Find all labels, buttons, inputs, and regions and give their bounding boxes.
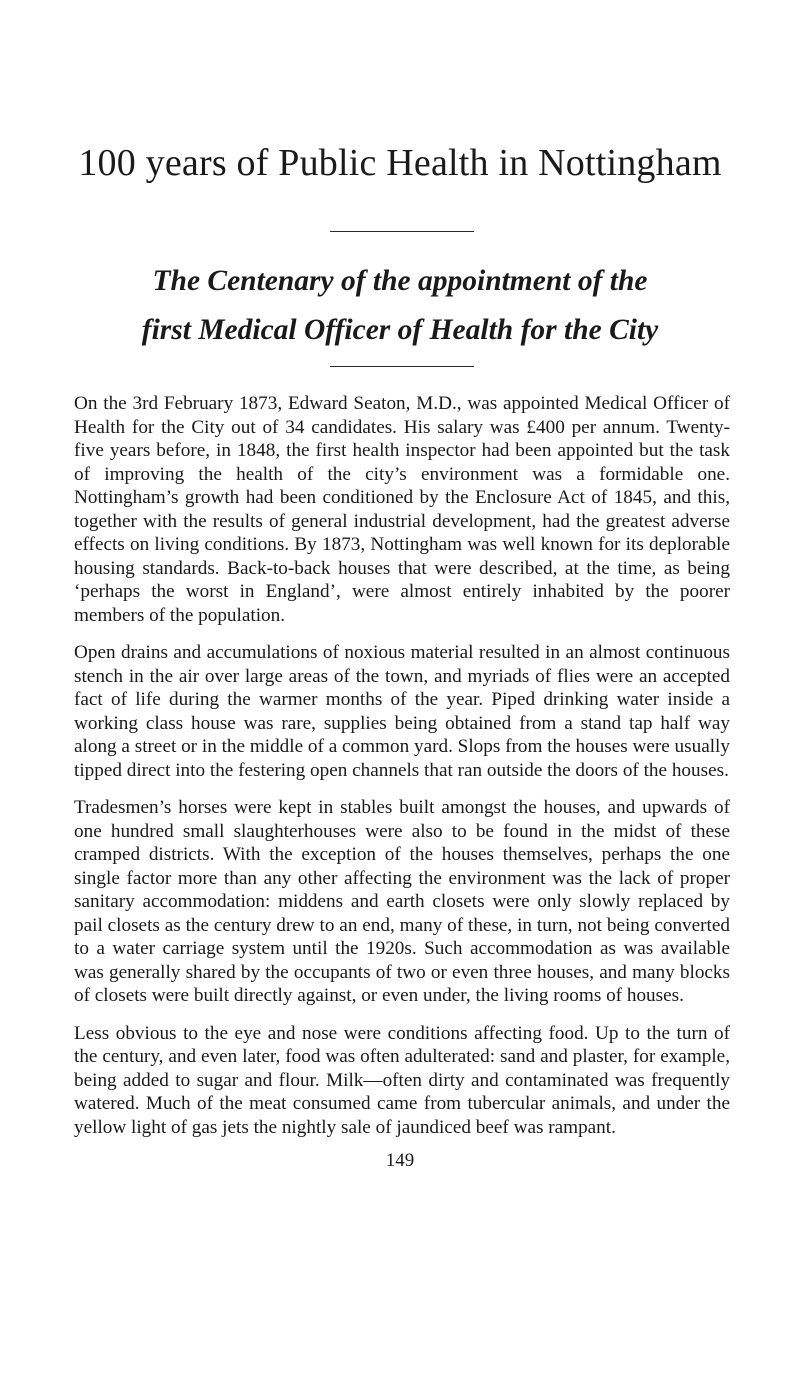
page-title: 100 years of Public Health in Nottingham [78,142,722,184]
article-body [74,392,730,1153]
subtitle-line-2: first Medical Officer of Health for the City [141,314,659,346]
page-number: 149 [385,1150,415,1171]
paragraph-4: Less obvious to the eye and nose were conditions affecting food. Up to the turn of the century, and even later, food was often adulterated: sand and plaster, for example, being added to sugar and flour. Milk—often dirty and contaminated was frequently watered. Much of the meat consumed came from tubercular animals, and under the yellow light of gas jets the nightly sale of jaundiced beef was rampant. [74,1022,730,1138]
subtitle [60,257,740,355]
paragraph-3: Tradesmen’s horses were kept in stables built amongst the houses, and upwards of one hundred small slaughterhouses were also to be found in the midst of these cramped districts. With the exception of the houses themselves, perhaps the one single factor more than any other affecting the environment was the lack of proper sanitary accommodation: middens and earth closets were only slowly replaced by pail closets as the century drew to an end, many of these, in turn, not being converted to a water carriage system until the 1920s. Such accommodation as was available was generally shared by the occupants of two or even three houses, and many blocks of closets were built directly against, or even under, the living rooms of houses. [74,797,730,1006]
divider-top [330,231,474,232]
paragraph-1: On the 3rd February 1873, Edward Seaton, M.D., was appointed Medical Officer of Health for the City out of 34 candidates. His salary was £400 per annum. Twenty-five years before, in 1848, the first health inspector had been appointed but the task of improving the health of the city’s environment was a formidable one. Nottingham’s growth had been conditioned by the Enclosure Act of 1845, and this, together with the results of general industrial development, had the greatest adverse effects on living conditions. By 1873, Nottingham was well known for its deplorable housing standards. Back-to-back houses that were described, at the time, as being ‘perhaps the worst in England’, were almost entirely inhabited by the poorer members of the population. [74,393,730,626]
subtitle-line-1: The Centenary of the appointment of the [152,265,648,297]
paragraph-2: Open drains and accumulations of noxious material resulted in an almost continuous stench in the air over large areas of the town, and myriads of flies were an accepted fact of life during the warmer months of the year. Piped drinking water inside a working class house was rare, supplies being obtained from a stand tap half way along a street or in the middle of a common yard. Slops from the houses were usually tipped direct into the festering open channels that ran outside the doors of the houses. [74,642,730,781]
divider-bottom [330,366,474,367]
